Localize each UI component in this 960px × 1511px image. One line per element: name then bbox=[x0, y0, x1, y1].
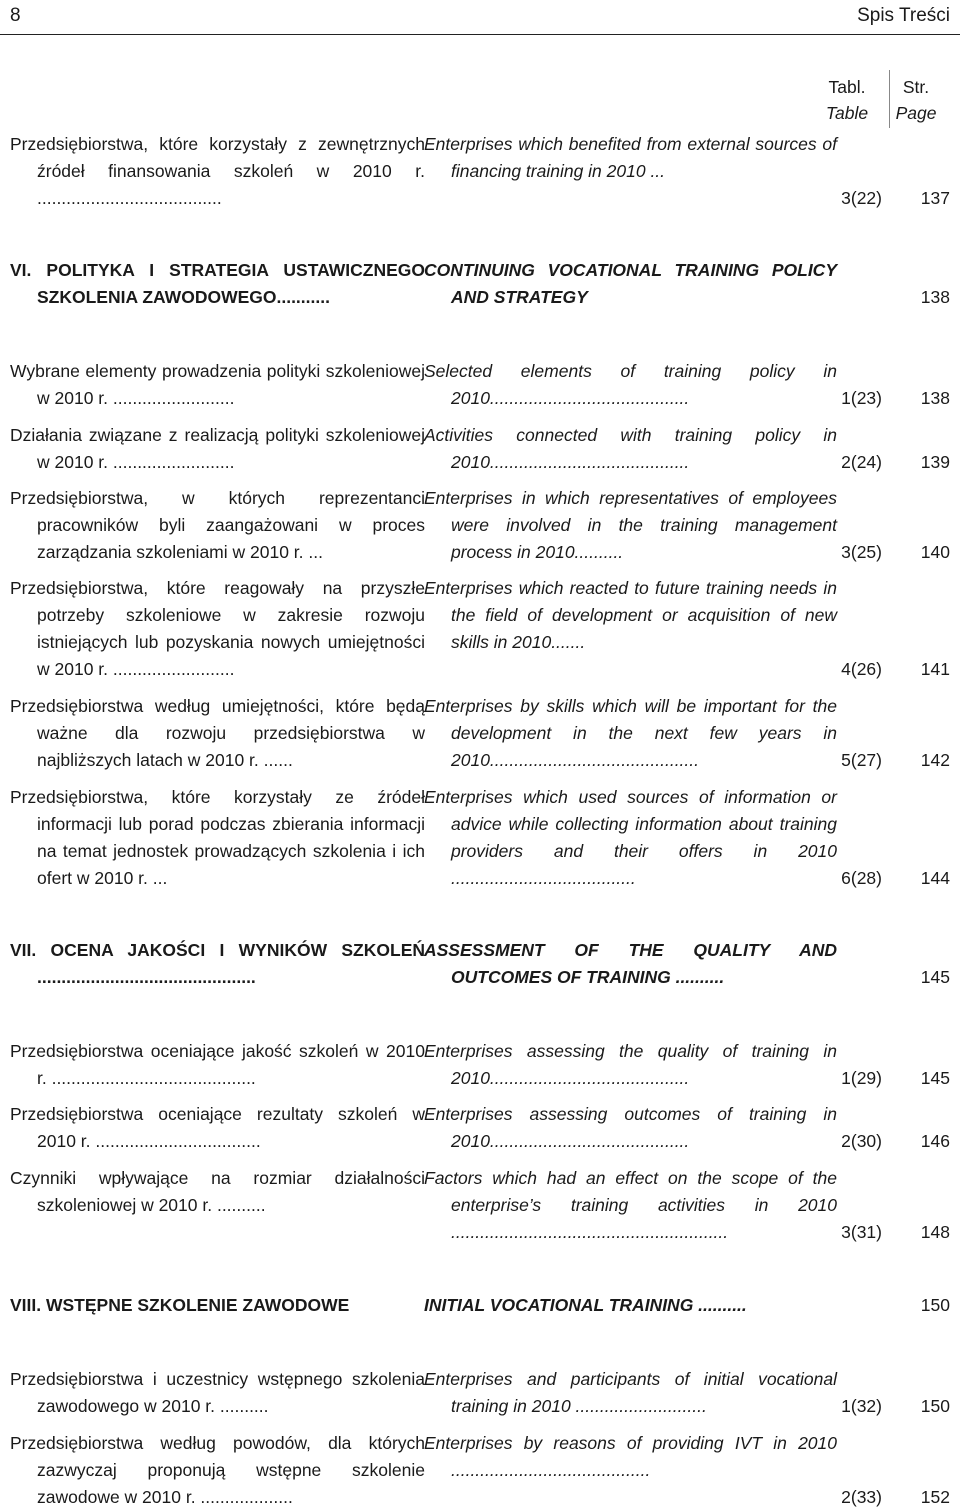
toc-row bbox=[10, 257, 950, 311]
toc-row bbox=[10, 1038, 950, 1092]
toc-table-number: 2(33) bbox=[841, 1487, 882, 1507]
toc-entry-en: Factors which had an effect on the scope of the enterprise’s training activities in 2010 ......................................................... bbox=[424, 1168, 837, 1242]
toc-entry-pl: VII. OCENA JAKOŚCI I WYNIKÓW SZKOLEŃ ............................................. bbox=[10, 940, 425, 987]
toc-table-number: 3(22) bbox=[841, 188, 882, 208]
toc-page-number: 141 bbox=[920, 659, 950, 679]
page-column-header bbox=[893, 74, 939, 126]
toc-page-number: 138 bbox=[920, 287, 950, 307]
table-column-header bbox=[818, 74, 876, 126]
toc-entry-en: Enterprises which reacted to future training needs in the field of development or acquisition of new skills in 2010....... bbox=[424, 578, 837, 652]
toc-row bbox=[10, 1165, 950, 1246]
toc-table-number: 1(29) bbox=[841, 1068, 882, 1088]
toc-row bbox=[10, 693, 950, 774]
toc-entry-pl: Przedsiębiorstwa, które korzystały z zewnętrznych źródeł finansowania szkoleń w 2010 r. ...................................... bbox=[10, 134, 425, 208]
toc-entry-pl: Przedsiębiorstwa według umiejętności, które będą ważne dla rozwoju przedsiębiorstwa w najbliższych latach w 2010 r. ...... bbox=[10, 696, 425, 770]
toc-page-number: 152 bbox=[920, 1487, 950, 1507]
toc-page-number: 145 bbox=[920, 967, 950, 987]
toc-table-number: 1(23) bbox=[841, 388, 882, 408]
toc-page-number: 144 bbox=[920, 868, 950, 888]
toc-entry-pl: Przedsiębiorstwa, w których reprezentanci pracowników byli zaangażowani w proces zarządzania szkoleniami w 2010 r. ... bbox=[10, 488, 425, 562]
toc-row bbox=[10, 1366, 950, 1420]
toc-table-number: 1(32) bbox=[841, 1396, 882, 1416]
toc-page-number: 150 bbox=[920, 1396, 950, 1416]
toc-entry-en: Enterprises which used sources of information or advice while collecting information about training providers and their offers in 2010 ...................................... bbox=[424, 787, 837, 888]
toc-row bbox=[10, 358, 950, 412]
toc-row bbox=[10, 485, 950, 566]
toc-entry-en: Enterprises and participants of initial vocational training in 2010 ........................... bbox=[424, 1369, 837, 1416]
toc-entry-en: Enterprises assessing the quality of training in 2010......................................... bbox=[424, 1041, 837, 1088]
toc-entry-pl: Przedsiębiorstwa według powodów, dla których zazwyczaj proponują wstępne szkolenie zawodowe w 2010 r. ................... bbox=[10, 1433, 425, 1507]
toc-page-number: 146 bbox=[920, 1131, 950, 1151]
toc-entry-pl: Czynniki wpływające na rozmiar działalności szkoleniowej w 2010 r. .......... bbox=[10, 1168, 425, 1215]
toc-page-number: 148 bbox=[920, 1222, 950, 1242]
toc-table-number: 6(28) bbox=[841, 868, 882, 888]
toc-entry-pl: Przedsiębiorstwa, które reagowały na przyszłe potrzeby szkoleniowe w zakresie rozwoju istniejących lub pozyskania nowych umiejętności w 2010 r. ......................... bbox=[10, 578, 425, 679]
toc-page-number: 139 bbox=[920, 452, 950, 472]
toc-row bbox=[10, 575, 950, 683]
toc-entry-en: CONTINUING VOCATIONAL TRAINING POLICY AND STRATEGY bbox=[424, 260, 837, 307]
table-label-pl: Tabl. bbox=[828, 77, 866, 97]
toc-row bbox=[10, 1430, 950, 1511]
toc-entry-en: Activities connected with training policy in 2010......................................... bbox=[424, 425, 837, 472]
toc-page-number: 137 bbox=[920, 188, 950, 208]
toc-entry-pl: Przedsiębiorstwa oceniające rezultaty szkoleń w 2010 r. .................................. bbox=[10, 1104, 425, 1151]
toc-table-number: 2(24) bbox=[841, 452, 882, 472]
toc-entry-en: Enterprises by skills which will be important for the development in the next few years in 2010........................................... bbox=[424, 696, 837, 770]
toc-page-number: 140 bbox=[920, 542, 950, 562]
page-label-pl: Str. bbox=[902, 77, 930, 97]
toc-row bbox=[10, 422, 950, 476]
toc-page-number: 150 bbox=[920, 1295, 950, 1315]
toc-entry-pl: Wybrane elementy prowadzenia polityki szkoleniowej w 2010 r. ......................... bbox=[10, 361, 425, 408]
page-label-en: Page bbox=[895, 103, 937, 123]
toc-entry-en: Enterprises in which representatives of employees were involved in the training management process in 2010.......... bbox=[424, 488, 837, 562]
toc-table-number: 2(30) bbox=[841, 1131, 882, 1151]
column-separator bbox=[889, 70, 890, 128]
header-title: Spis Treści bbox=[857, 5, 950, 26]
toc-row bbox=[10, 1292, 950, 1319]
toc-row bbox=[10, 937, 950, 991]
toc-entry-en: Enterprises by reasons of providing IVT in 2010 ......................................... bbox=[424, 1433, 837, 1480]
toc-page-number: 142 bbox=[920, 750, 950, 770]
toc-page-number: 138 bbox=[920, 388, 950, 408]
toc-entry-en: ASSESSMENT OF THE QUALITY AND OUTCOMES OF TRAINING .......... bbox=[424, 940, 837, 987]
toc-table-number: 3(25) bbox=[841, 542, 882, 562]
toc-row bbox=[10, 1101, 950, 1155]
toc-entry-pl: Przedsiębiorstwa i uczestnicy wstępnego szkolenia zawodowego w 2010 r. .......... bbox=[10, 1369, 425, 1416]
toc-entry-pl: Działania związane z realizacją polityki szkoleniowej w 2010 r. ......................... bbox=[10, 425, 425, 472]
toc-entry-pl: Przedsiębiorstwa oceniające jakość szkoleń w 2010 r. .......................................... bbox=[10, 1041, 425, 1088]
toc-entry-pl: VI. POLITYKA I STRATEGIA USTAWICZNEGO SZKOLENIA ZAWODOWEGO........... bbox=[10, 260, 425, 307]
toc-row bbox=[10, 131, 950, 212]
toc-table-number: 3(31) bbox=[841, 1222, 882, 1242]
toc-table-number: 5(27) bbox=[841, 750, 882, 770]
page-header bbox=[0, 0, 960, 35]
toc-entry-pl: Przedsiębiorstwa, które korzystały ze źródeł informacji lub porad podczas zbierania informacji na temat jednostek prowadzących szkolenia i ich ofert w 2010 r. ... bbox=[10, 787, 425, 888]
toc-entry-en: Selected elements of training policy in 2010......................................... bbox=[424, 361, 837, 408]
toc-entry-pl: VIII. WSTĘPNE SZKOLENIE ZAWODOWE bbox=[10, 1295, 350, 1315]
toc-page-number: 145 bbox=[920, 1068, 950, 1088]
table-label-en: Table bbox=[825, 103, 869, 123]
toc-row bbox=[10, 784, 950, 892]
page-number: 8 bbox=[10, 5, 21, 26]
toc-table-number: 4(26) bbox=[841, 659, 882, 679]
toc-entry-en: INITIAL VOCATIONAL TRAINING .......... bbox=[424, 1295, 747, 1315]
toc-entry-en: Enterprises assessing outcomes of training in 2010......................................... bbox=[424, 1104, 837, 1151]
toc-entry-en: Enterprises which benefited from external sources of financing training in 2010 ... bbox=[424, 134, 837, 181]
